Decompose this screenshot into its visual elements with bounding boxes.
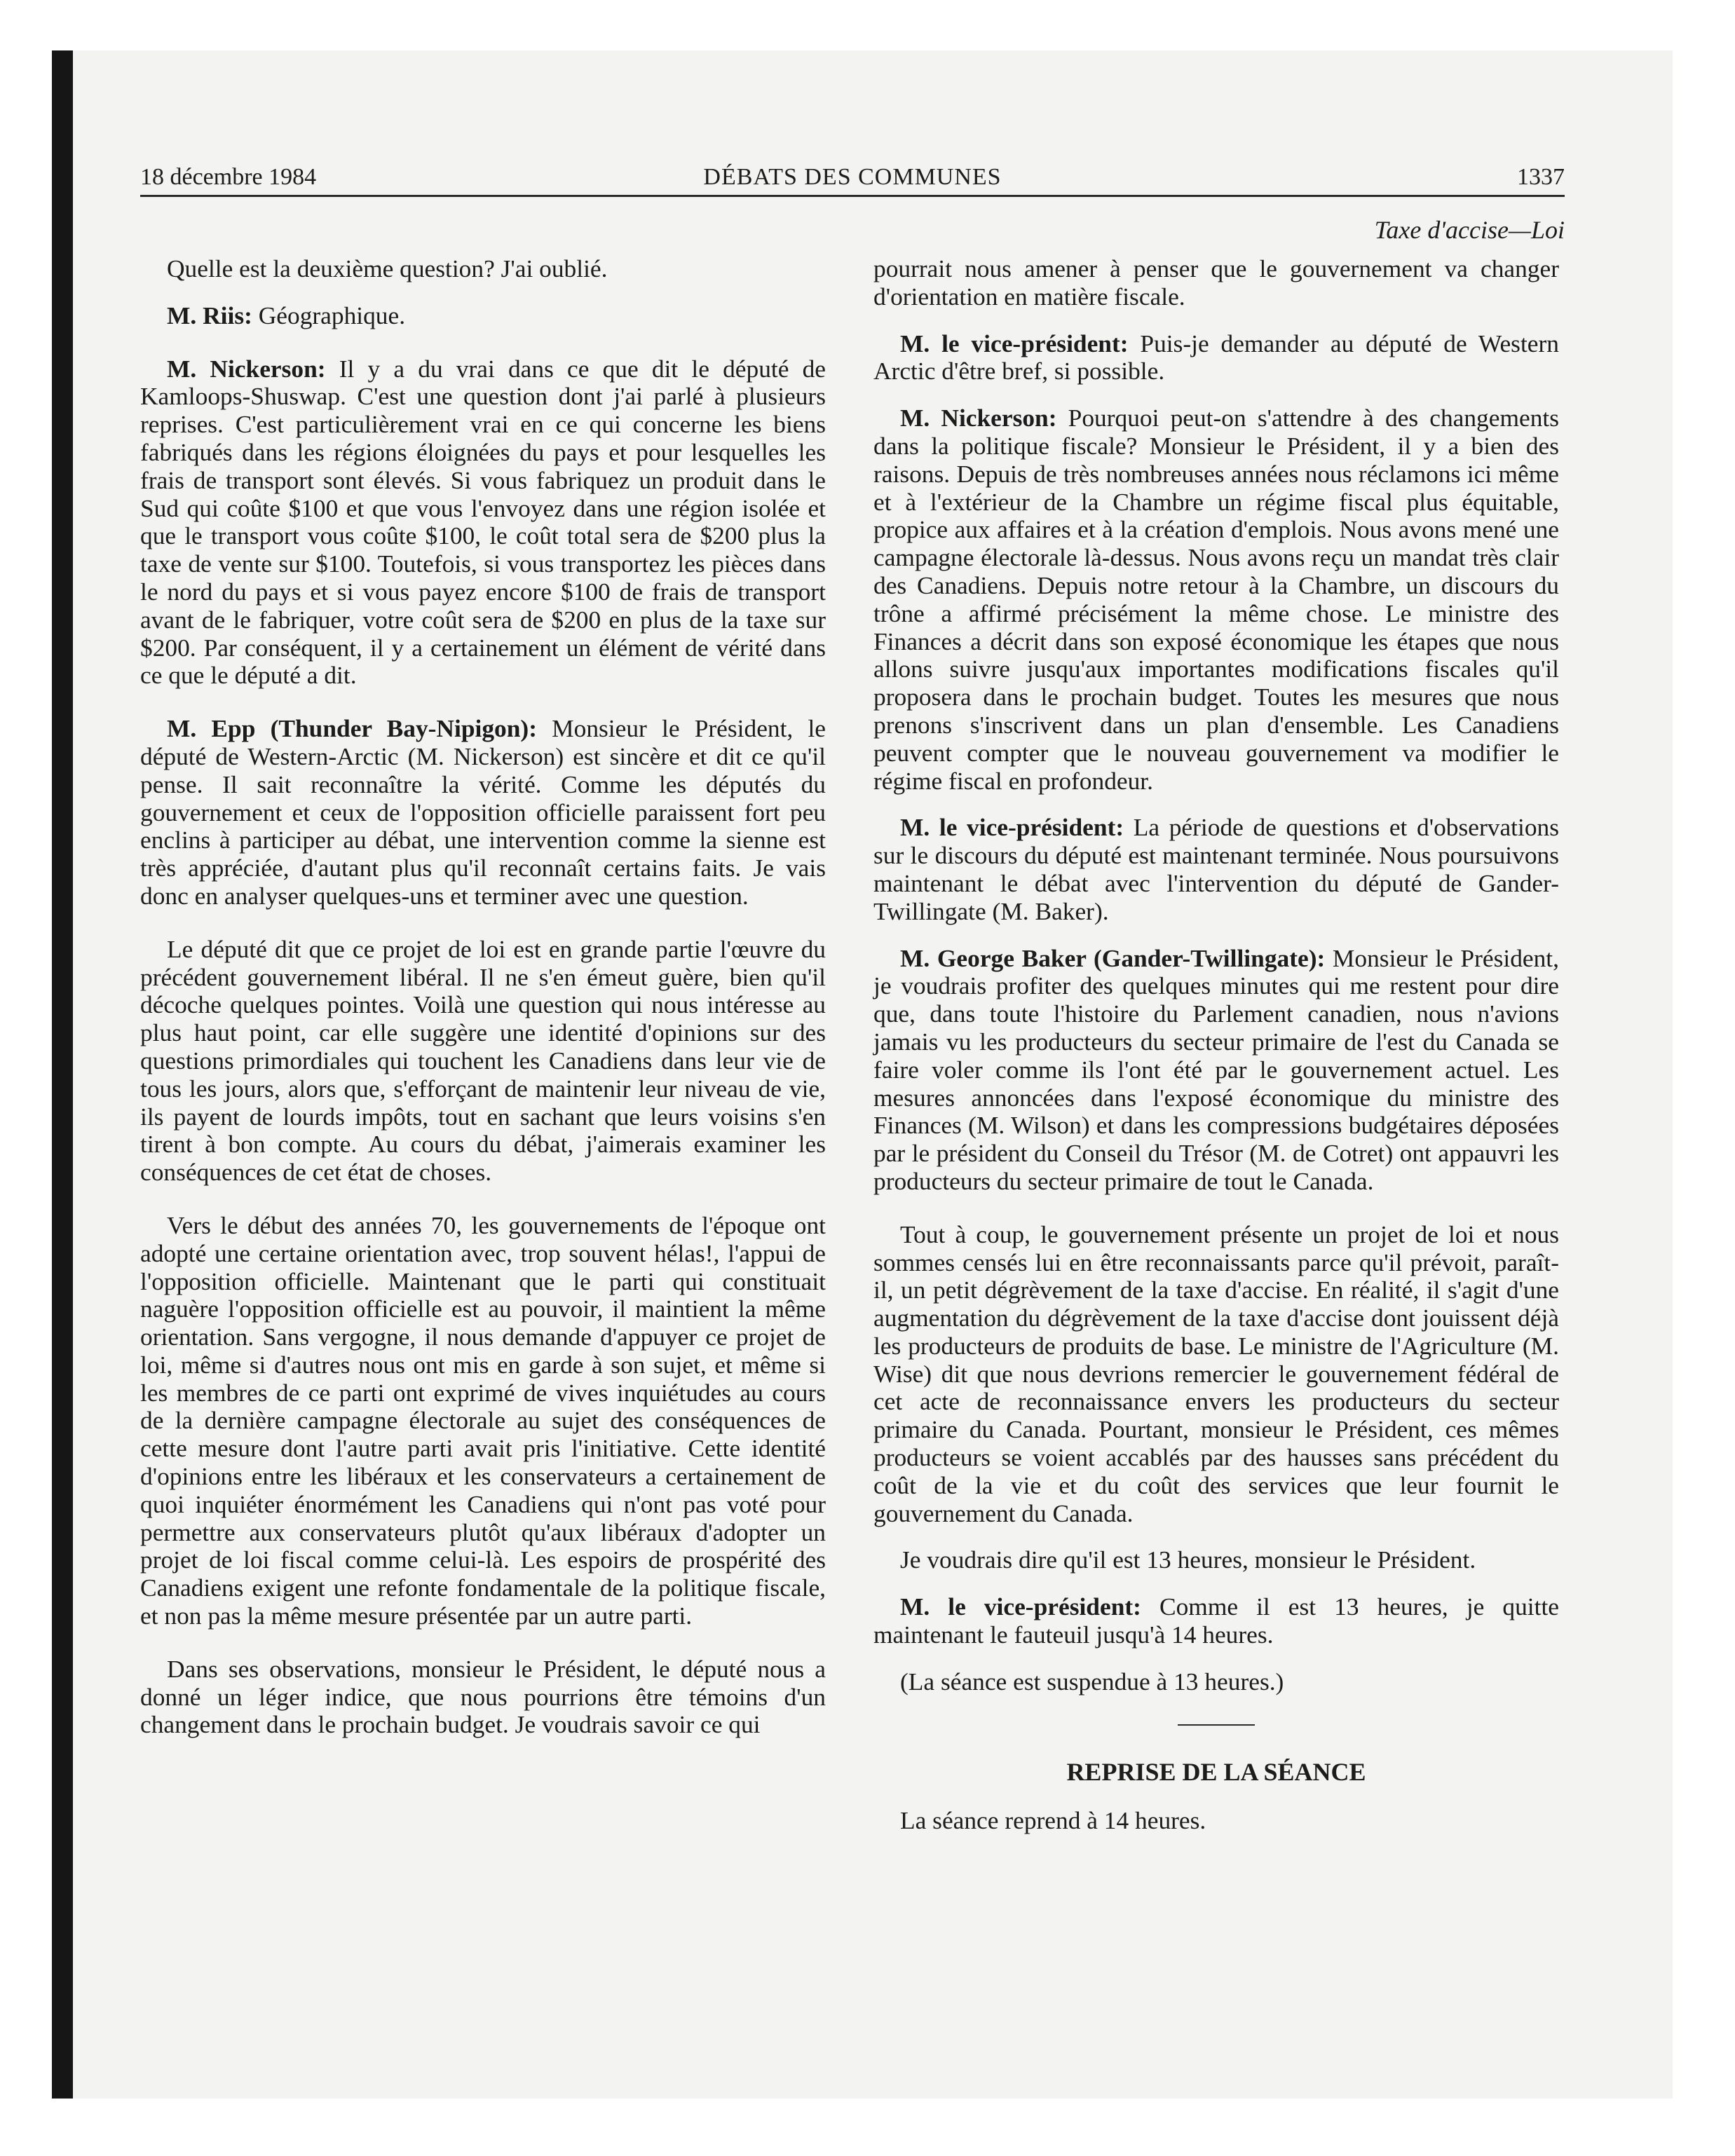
paragraph: pourrait nous amener à penser que le gouvernement va changer d'orientation en matière fiscale. (873, 254, 1559, 311)
paragraph: M. le vice-président: Puis-je demander au député de Western Arctic d'être bref, si possible. (873, 329, 1559, 386)
paragraph: Le député dit que ce projet de loi est en grande partie l'œuvre du précédent gouvernement libéral. Il ne s'en émeut guère, bien qu'il décoche quelques pointes. Voilà une question qui nous intéresse au plus haut point, car elle suggère une identité d'opinions sur des questions primordiales qui touchent les Canadiens dans leur vie de tous les jours, alors que, s'efforçant de maintenir leur niveau de vie, ils payent de lourds impôts, tout en sachant que leurs voisins s'en tirent à bon compte. Au cours du débat, j'aimerais examiner les conséquences de cet état de choses. (140, 934, 826, 1187)
resumption-heading: REPRISE DE LA SÉANCE (1066, 1757, 1366, 1786)
paragraph: M. Epp (Thunder Bay-Nipigon): Monsieur le Président, le député de Western-Arctic (M. Nickerson) est sincère et dit ce qu'il pense. Il sait reconnaître la vérité. Comme les députés du gouvernement et ceux de l'opposition officielle paraissent fort peu enclins à participer au débat, une intervention comme la sienne est très appréciée, d'autant plus qu'il reconnaît certains faits. Je vais donc en analyser quelques-uns et terminer avec une question. (140, 714, 826, 910)
speaker-name: M. Epp (Thunder Bay-Nipigon): (167, 714, 537, 743)
speaker-name: M. le vice-président: (900, 813, 1124, 842)
paragraph: (La séance est suspendue à 13 heures.) (900, 1667, 1284, 1696)
left-column (140, 255, 826, 1758)
paragraph: Je voudrais dire qu'il est 13 heures, monsieur le Président. (900, 1546, 1476, 1574)
section-separator (1178, 1724, 1255, 1726)
paragraph: M. le vice-président: Comme il est 13 heures, je quitte maintenant le fauteuil jusqu'à 14 heures. (873, 1592, 1559, 1649)
speaker-name: M. Nickerson: (167, 354, 326, 383)
page-number: 1337 (1517, 164, 1565, 190)
paragraph: La séance reprend à 14 heures. (900, 1806, 1206, 1834)
paragraph: M. Riis: Géographique. (167, 301, 406, 329)
header-date: 18 décembre 1984 (140, 164, 317, 190)
paragraph: M. le vice-président: La période de questions et d'observations sur le discours du député est maintenant terminée. Nous poursuivons maintenant le débat avec l'intervention du député de Gander-Twillingate (M. Baker). (873, 813, 1559, 925)
speaker-name: M. Nickerson: (900, 404, 1057, 432)
scan-border (52, 50, 73, 2099)
paragraph: Dans ses observations, monsieur le Président, le député nous a donné un léger indice, que nous pourrions être témoins d'un changement dans le prochain budget. Je voudrais savoir ce qui (140, 1654, 826, 1739)
speaker-name: M. le vice-président: (900, 1592, 1141, 1621)
paragraph: Tout à coup, le gouvernement présente un projet de loi et nous sommes censés lui en être reconnaissants parce qu'il prévoit, paraît-il, un petit dégrèvement de la taxe d'accise. En réalité, il s'agit d'une augmentation du dégrèvement de la taxe d'accise dont jouissent déjà les producteurs de produits de base. Le ministre de l'Agriculture (M. Wise) dit que nous devrions remercier le gouvernement fédéral de cet acte de reconnaissance envers les producteurs du secteur primaire du Canada. Pourtant, monsieur le Président, ces mêmes producteurs se voient accablés par des hausses sans précédent du coût de la vie et du coût des services que leur fournit le gouvernement du Canada. (873, 1220, 1559, 1527)
paragraph: M. George Baker (Gander-Twillingate): Monsieur le Président, je voudrais profiter des quelques minutes qui me restent pour dire que, dans toute l'histoire du Parlement canadien, nous n'avions jamais vu les producteurs du secteur primaire de l'est du Canada se faire voler comme ils l'ont été par le gouvernement actuel. Les mesures annoncées dans l'exposé économique du ministre des Finances (M. Wilson) et dans les compressions budgétaires déposées par le président du Conseil du Trésor (M. de Cotret) ont appauvri les producteurs du secteur primaire de tout le Canada. (873, 943, 1559, 1195)
section-title: Taxe d'accise—Loi (1374, 216, 1565, 244)
right-column (873, 255, 1559, 1853)
speaker-name: M. le vice-président: (900, 329, 1129, 357)
speaker-name: M. Riis: (167, 301, 252, 329)
header-title: DÉBATS DES COMMUNES (703, 164, 1002, 190)
header-rule (140, 195, 1565, 197)
paragraph: Quelle est la deuxième question? J'ai oublié. (167, 254, 608, 282)
running-head (140, 158, 1565, 196)
paragraph: M. Nickerson: Il y a du vrai dans ce que dit le député de Kamloops-Shuswap. C'est une question dont j'ai parlé à plusieurs reprises. C'est particulièrement vrai en ce qui concerne les biens fabriqués dans les régions éloignées du pays et pour lesquelles les frais de transport sont élevés. Si vous fabriquez un produit dans le Sud qui coûte $100 et que vous l'envoyez dans une région isolée et que le transport vous coûte $100, le coût total sera de $200 plus la taxe de vente sur $100. Toutefois, si vous transportez les pièces dans le nord du pays et si vous payez encore $100 de frais de transport avant de le fabriquer, votre coût sera de $200 en plus de la taxe sur $200. Par conséquent, il y a certainement un élément de vérité dans ce que le député a dit. (140, 354, 826, 690)
paragraph: Vers le début des années 70, les gouvernements de l'époque ont adopté une certaine orientation avec, trop souvent hélas!, l'appui de l'opposition officielle. Maintenant que le parti qui constituait naguère l'opposition officielle est au pouvoir, il maintient la même orientation. Sans vergogne, il nous demande d'appuyer ce projet de loi, même si d'autres nous ont mis en garde à son sujet, et même si les membres de ce parti ont exprimé de vives inquiétudes au cours de la dernière campagne électorale au sujet des conséquences de cette mesure dont l'autre parti avait pris l'initiative. Cette identité d'opinions entre les libéraux et les conservateurs a certainement de quoi inquiéter énormément les Canadiens qui n'ont pas voté pour permettre aux conservateurs plutôt qu'aux libéraux d'adopter un projet de loi fiscal comme celui-là. Les espoirs de prospérité des Canadiens exigent une refonte fondamentale de la politique fiscale, et non pas la même mesure présentée par un autre parti. (140, 1210, 826, 1630)
paragraph: M. Nickerson: Pourquoi peut-on s'attendre à des changements dans la politique fiscale? Monsieur le Président, il y a bien des raisons. Depuis de très nombreuses années nous réclamons ici même et à l'extérieur de la Chambre un régime fiscal plus équitable, propice aux affaires et à la création d'emplois. Nous avons mené une campagne électorale là-dessus. Nous avons reçu un mandat très clair des Canadiens. Depuis notre retour à la Chambre, un discours du trône a affirmé précisément la même chose. Le ministre des Finances a décrit dans son exposé économique les étapes que nous allons suivre jusqu'aux importantes modifications fiscales qu'il proposera dans le prochain budget. Toutes les mesures que nous prenons s'inscrivent dans un plan d'ensemble. Les Canadiens peuvent compter que le nouveau gouvernement va modifier le régime fiscal en profondeur. (873, 404, 1560, 795)
speaker-name: M. George Baker (Gander-Twillingate): (900, 943, 1326, 972)
